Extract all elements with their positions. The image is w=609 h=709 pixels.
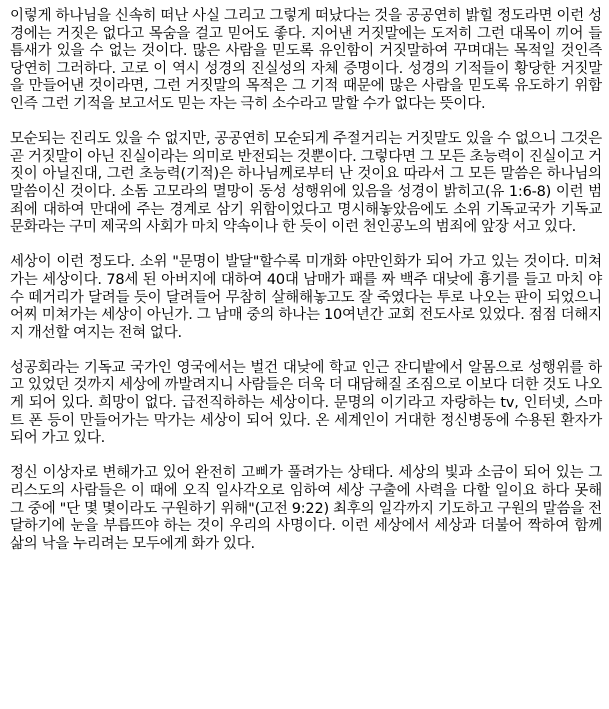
paragraph-2: 모순되는 진리도 있을 수 없지만, 공공연히 모순되게 주절거리는 거짓말도 있을 수 없으니 그것은 곧 거짓말이 아닌 진실이라는 의미로 반전되는 것뿐이다. 그렇다면 그 모든 초능력이 진실이고 거짓이 아닐진대, 그런 초능력(기적)은 하나님께로부터 난 것이요 따라서 그 모든 말씀은 하나님의 말씀이신 것이다. 소돔 고모라의 멸망이 동성 성행위에 있음을 성경이 밝히고(유 1:6-8) 이런 범죄에 대하여 만대에 주는 경계로 삼기 위함이었다고 명시해놓았음에도 소위 기독교국가 기독교 문화라는 구미 제국의 사회가 마치 약속이나 한 듯이 이런 천인공노의 범죄에 앞장 서고 있다. xyxy=(10,131,602,236)
paragraph-4: 성공회라는 기독교 국가인 영국에서는 벌건 대낮에 학교 인근 잔디밭에서 알몸으로 성행위를 하고 있었던 것까지 세상에 까발려지니 사람들은 더욱 더 대담해질 조짐으로 이보다 더한 것도 나오게 되어 있다. 희망이 없다. 급전직하하는 세상이다. 문명의 이기라고 자랑하는 tv, 인터넷, 스마트 폰 등이 만들어가는 막가는 세상이 되어 있다. 온 세계인이 거대한 정신병동에 수용된 환자가 되어 가고 있다. xyxy=(10,359,602,447)
paragraph-3: 세상이 이런 정도다. 소위 "문명이 발달"할수록 미개화 야만인화가 되어 가고 있는 것이다. 미쳐가는 세상이다. 78세 된 아버지에 대하여 40대 남매가 패를 짜 백주 대낮에 흉기를 들고 마치 야수 떼거리가 달려들 듯이 달려들어 무참히 살해해놓고도 잘 죽였다는 투로 나오는 판이 되었으니 어찌 미쳐가는 세상이 아닌가. 그 남매 중의 하나는 10여년간 교회 전도사로 있었다. 점점 더해지지 개선할 여지는 전혀 없다. xyxy=(10,254,602,341)
paragraph-5: 정신 이상자로 변해가고 있어 완전히 고삐가 풀려가는 상태다. 세상의 빛과 소금이 되어 있는 그리스도의 사람들은 이 때에 오직 일사각오로 임하여 세상 구출에 사력을 다할 일이요 하다 못해 그 중에 "단 몇 몇이라도 구원하기 위해"(고전 9:22) 최후의 일각까지 기도하고 구원의 말씀을 전달하기에 눈을 부릅뜨야 하는 것이 우리의 사명이다. 이런 세상에서 세상과 더불어 짝하여 함께 삶의 낙을 누리려는 모두에게 화가 있다. xyxy=(10,465,603,552)
document-body xyxy=(10,8,602,553)
paragraph-1: 이렇게 하나님을 신속히 떠난 사실 그리고 그렇게 떠났다는 것을 공공연히 밝힐 정도라면 이런 성경에는 거짓은 없다고 목숨을 걸고 믿어도 좋다. 지어낸 거짓말에는 도저히 그런 대목이 끼어 들 틈새가 있을 수 없는 것이다. 많은 사람을 믿도록 유인함이 거짓말하여 꾸며대는 목적일 것인즉 당연히 그러하다. 고로 이 역시 성경의 진실성의 자체 증명이다. 성경의 기적들이 황당한 거짓말을 만들어낸 것이라면, 그런 거짓말의 목적은 그 기적 때문에 많은 사람을 믿도록 유도하기 위함인즉 그런 기적을 보고서도 믿는 자는 극히 소수라고 말할 수가 없다는 뜻이다. xyxy=(10,8,603,112)
